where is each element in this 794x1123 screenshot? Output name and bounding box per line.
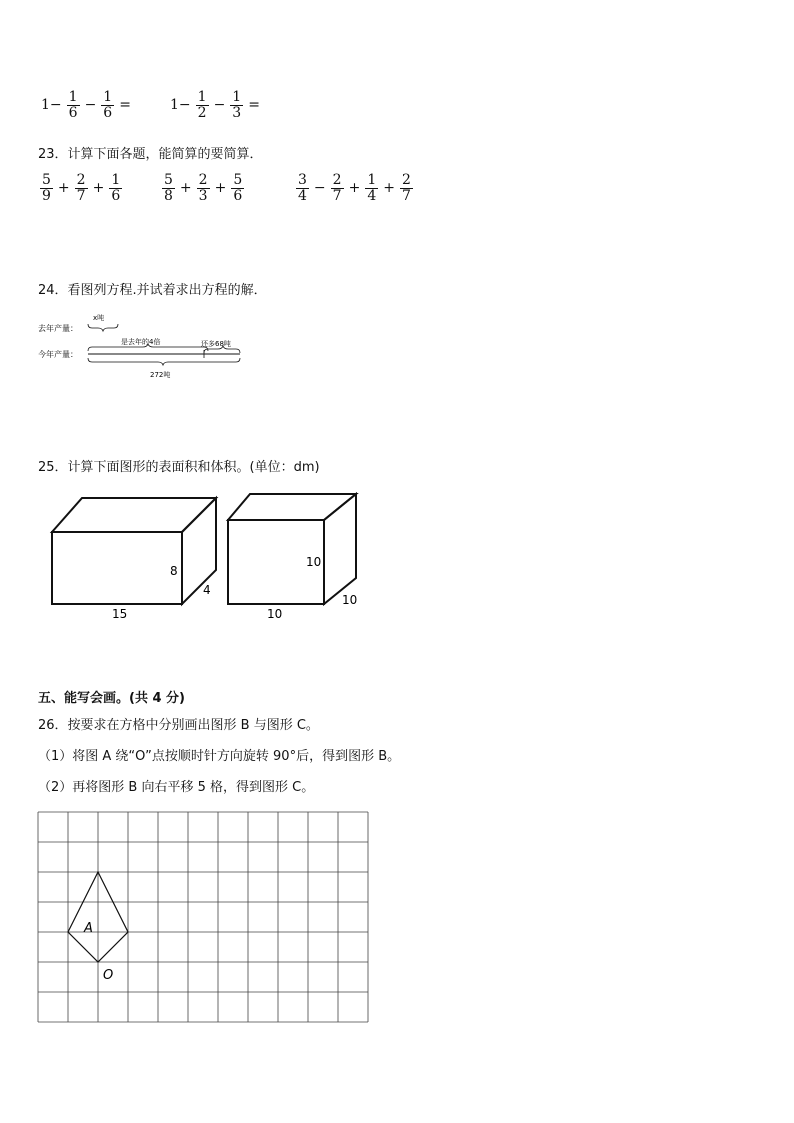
cube-length: 10 <box>267 607 283 621</box>
q23-expression-1 <box>38 173 124 204</box>
denominator: 7 <box>332 188 342 204</box>
fraction <box>230 90 243 121</box>
cuboid-width: 4 <box>203 583 211 597</box>
q23-expression-2 <box>160 173 246 204</box>
q26-step-2: （2）再将图形 B 向右平移 5 格，得到图形 C。 <box>38 780 315 795</box>
operator: + <box>383 180 395 196</box>
operator: + <box>57 180 70 196</box>
fraction <box>75 173 88 204</box>
expr-lead: 1− <box>41 97 62 113</box>
q22-expression-2 <box>167 90 263 121</box>
equals-sign: = <box>248 97 260 113</box>
fraction <box>197 173 210 204</box>
fraction <box>196 90 209 121</box>
fraction <box>109 173 122 204</box>
operator: − <box>313 180 326 196</box>
q26-title: 26．按要求在方格中分别画出图形 B 与图形 C。 <box>38 718 319 733</box>
denominator: 4 <box>367 188 377 204</box>
operator: − <box>213 97 226 113</box>
numerator: 1 <box>232 89 242 105</box>
denominator: 7 <box>76 188 86 204</box>
last-year-label: 去年产量： <box>38 324 78 333</box>
denominator: 6 <box>233 188 243 204</box>
point-o-label: O <box>103 968 114 983</box>
operator: + <box>179 180 192 196</box>
denominator: 3 <box>198 188 208 204</box>
fraction <box>67 90 80 121</box>
fraction <box>331 173 344 204</box>
cuboid-length: 15 <box>112 607 128 621</box>
cube-figure <box>228 494 356 604</box>
this-year-label: 今年产量： <box>38 350 78 359</box>
cube-height: 10 <box>306 555 322 569</box>
operator: + <box>348 180 361 196</box>
expr-lead: 1− <box>170 97 191 113</box>
q22-expression-1 <box>38 90 134 121</box>
numerator: 5 <box>42 172 51 188</box>
q24-title: 24．看图列方程.并试着求出方程的解． <box>38 283 267 298</box>
numerator: 1 <box>68 89 78 105</box>
section-5-title: 五、能写会画。(共 4 分) <box>38 691 185 706</box>
operator: + <box>214 180 227 196</box>
q25-figures <box>40 488 370 628</box>
fraction <box>400 173 413 204</box>
numerator: 2 <box>198 172 208 188</box>
numerator: 1 <box>367 172 377 188</box>
denominator: 6 <box>111 188 121 204</box>
q23-title: 23．计算下面各题，能简算的要简算． <box>38 147 263 162</box>
numerator: 1 <box>103 89 113 105</box>
times-label: 是去年的4倍 <box>121 338 161 346</box>
denominator: 9 <box>42 188 51 204</box>
fraction <box>231 173 244 204</box>
denominator: 8 <box>164 188 173 204</box>
operator: + <box>92 180 105 196</box>
shape-a-label: A <box>84 921 93 936</box>
q26-grid <box>37 811 373 1027</box>
q24-line-diagram <box>36 308 256 384</box>
numerator: 2 <box>401 172 411 188</box>
numerator: 5 <box>164 172 173 188</box>
numerator: 5 <box>233 172 243 188</box>
numerator: 3 <box>298 172 307 188</box>
fraction <box>101 90 114 121</box>
total-label: 272吨 <box>150 371 171 379</box>
fraction <box>40 173 53 204</box>
more-label: 还多68吨 <box>201 340 231 348</box>
denominator: 6 <box>103 105 113 121</box>
denominator: 7 <box>401 188 411 204</box>
denominator: 6 <box>68 105 78 121</box>
fraction <box>162 173 175 204</box>
numerator: 2 <box>76 172 86 188</box>
x-ton-label: x吨 <box>93 314 105 322</box>
numerator: 2 <box>332 172 342 188</box>
fraction <box>296 173 309 204</box>
numerator: 1 <box>197 89 207 105</box>
equals-sign: = <box>119 97 131 113</box>
cuboid-figure <box>52 498 216 604</box>
denominator: 4 <box>298 188 307 204</box>
q23-expression-3 <box>294 173 415 204</box>
cube-width: 10 <box>342 593 358 607</box>
denominator: 3 <box>232 105 242 121</box>
operator: − <box>84 97 97 113</box>
denominator: 2 <box>197 105 207 121</box>
numerator: 1 <box>111 172 121 188</box>
fraction <box>365 173 378 204</box>
x-brace <box>88 324 118 331</box>
total-brace <box>88 358 240 365</box>
cuboid-height: 8 <box>170 564 178 578</box>
q26-step-1: （1）将图 A 绕“O”点按顺时针方向旋转 90°后，得到图形 B。 <box>38 749 401 764</box>
q25-title: 25．计算下面图形的表面积和体积。(单位：dm) <box>38 460 320 475</box>
